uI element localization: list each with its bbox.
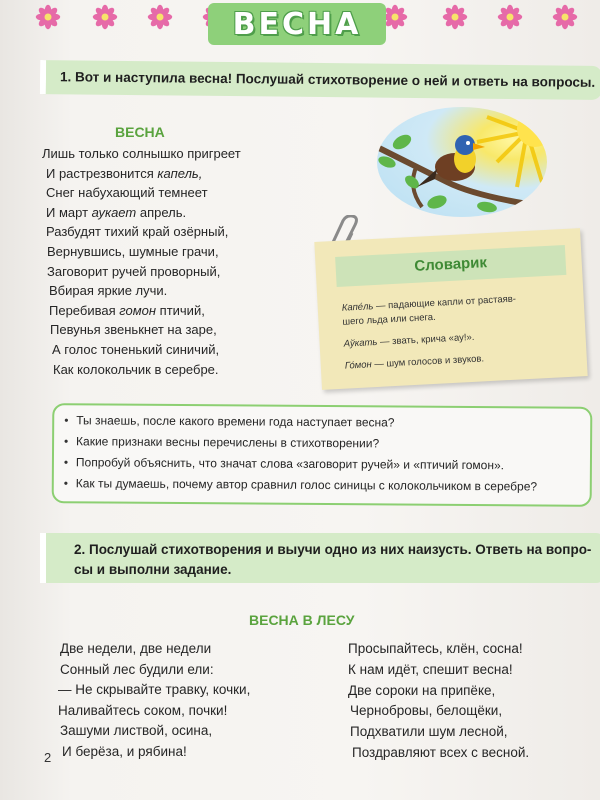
glossary-entry-2: Аўкать — звать, крича «ау!». xyxy=(343,331,475,350)
poem1-line: А голос тоненький синичий, xyxy=(52,342,220,357)
poem1-line: Как колокольчик в серебре. xyxy=(53,361,219,377)
glossary-header xyxy=(335,245,566,287)
bird-icon xyxy=(377,107,547,217)
poem2-left-line: Наливайтесь соком, почки! xyxy=(58,702,228,718)
task2-bar xyxy=(40,533,600,583)
page-title: ВЕСНА xyxy=(232,6,362,42)
poem1-line: Лишь только солнышко пригреет xyxy=(42,146,241,161)
flower-icon xyxy=(442,4,468,30)
glossary-entry-1-line2: шего льда или снега. xyxy=(342,311,437,328)
poem1-line: И март аукает апрель. xyxy=(46,204,187,220)
poem1-line: И растрезвонится капель, xyxy=(46,165,203,181)
poem1-line: Вернувшись, шумные грачи, xyxy=(47,244,219,259)
poem1-line: Заговорит ручей проворный, xyxy=(47,263,221,279)
poem2-right-line: К нам идёт, спешит весна! xyxy=(348,661,513,677)
flower-icon xyxy=(92,4,118,30)
flower-icon xyxy=(147,4,173,30)
poem1-title: ВЕСНА xyxy=(115,124,165,140)
poem1-line: Разбудят тихий край озёрный, xyxy=(46,224,229,240)
poem2-right-line: Две сороки на припёке, xyxy=(348,682,496,698)
poem1-line: Снег набухающий темнеет xyxy=(46,185,208,201)
task2-text-line2: сы и выполни задание. xyxy=(74,562,232,577)
questions-box xyxy=(52,403,593,507)
poem2-right-line: Чернобровы, белощёки, xyxy=(350,703,503,719)
poem2-right-line: Поздравляют всех с весной. xyxy=(352,745,530,760)
poem2-left-line: Две недели, две недели xyxy=(60,641,212,656)
flower-icon xyxy=(552,4,578,30)
poem2-right-line: Просыпайтесь, клён, сосна! xyxy=(348,641,523,656)
question-item: • Как ты думаешь, почему автор сравнил голос синицы с колокольчиком в серебре? xyxy=(64,476,537,493)
bird-illustration xyxy=(377,107,547,217)
flower-icon xyxy=(35,4,61,30)
task1-text: 1. Вот и наступила весна! Послушай стихотворение о ней и ответь на вопросы. xyxy=(59,69,596,90)
poem1-line: Перебивая гомон птичий, xyxy=(49,302,205,318)
poem2-left-line: Зашуми листвой, осина, xyxy=(60,723,213,738)
glossary-card xyxy=(314,228,587,390)
glossary-title: Словарик xyxy=(413,254,488,275)
poem2-left-line: — Не скрывайте травку, кочки, xyxy=(58,682,251,697)
poem2-title: ВЕСНА В ЛЕСУ xyxy=(249,612,355,628)
poem1-line: Вбирая яркие лучи. xyxy=(49,283,168,299)
task1-bar xyxy=(40,60,600,100)
question-item: • Ты знаешь, после какого времени года наступает весна? xyxy=(64,413,394,429)
poem2-left-line: И берёза, и рябина! xyxy=(62,743,187,759)
poem2-right-line: Подхватили шум лесной, xyxy=(350,724,508,740)
poem1-line: Певунья звенькнет на заре, xyxy=(50,322,217,338)
page-number: 2 xyxy=(44,750,52,765)
glossary-entry-1-line1: Капе́ль — падающие капли от растаяв- xyxy=(341,293,517,314)
glossary-entry-3: Го́мон — шум голосов и звуков. xyxy=(344,353,485,372)
title-banner xyxy=(208,3,386,45)
question-item: • Попробуй объяснить, что значат слова «заговорит ручей» и «птичий гомон». xyxy=(64,455,504,472)
question-item: • Какие признаки весны перечислены в стихотворении? xyxy=(64,434,379,450)
task2-text-line1: 2. Послушай стихотворения и выучи одно из них наизусть. Ответь на вопро- xyxy=(74,542,592,557)
flower-icon xyxy=(497,4,523,30)
poem2-left-line: Сонный лес будили ели: xyxy=(60,661,214,677)
